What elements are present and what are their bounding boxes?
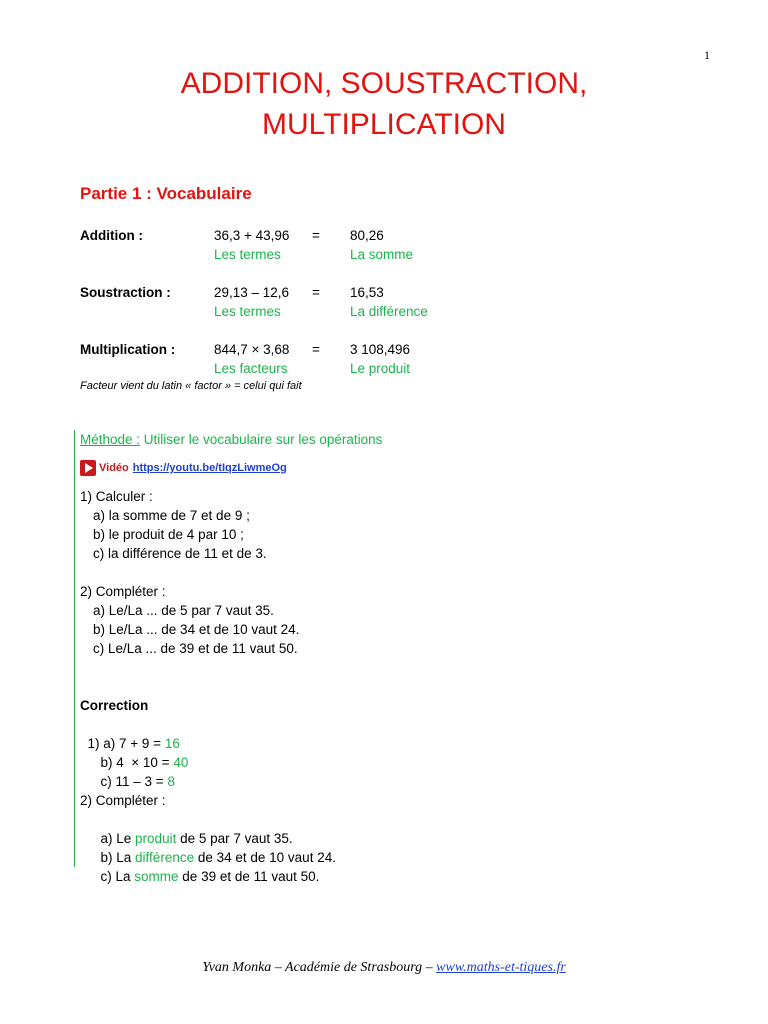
correction-text: c) 11 – 3 = [100,774,168,789]
correction-text: c) La [100,869,135,884]
method-text: Utiliser le vocabulaire sur les opérations [140,432,383,447]
correction-text: de 5 par 7 vaut 35. [176,831,293,846]
vocab-label: Addition : [80,228,143,243]
footer [0,960,768,976]
page-title-line-2: MULTIPLICATION [262,108,506,141]
vocab-expression: 29,13 – 12,6 [214,285,290,300]
vocab-expression: 844,7 × 3,68 [214,342,290,357]
correction-text: de 39 et de 11 vaut 50. [178,869,320,884]
correction-text: b) La [100,850,136,865]
correction-answer: 8 [167,774,175,789]
video-label: Vidéo [99,462,129,474]
exercise-1-heading: 1) Calculer : [80,489,153,504]
exercise-2-heading: 2) Compléter : [80,584,166,599]
method-label: Méthode : [80,432,141,447]
play-icon[interactable] [80,460,96,476]
vocab-result: 16,53 [350,285,384,300]
correction-answer: différence [135,850,195,865]
vocab-operands-name: Les termes [214,304,281,319]
exercise-1-item-b: b) le produit de 4 par 10 ; [93,527,244,542]
section-title: Partie 1 : Vocabulaire [80,184,252,203]
vocab-row-subtraction [80,285,640,325]
exercise-2-item-a: a) Le/La ... de 5 par 7 vaut 35. [93,603,274,618]
video-line [80,460,287,480]
correction-answer: 16 [164,736,180,751]
vocab-row-addition [80,228,640,268]
vocab-operands-name: Les termes [214,247,281,262]
vocab-expression: 36,3 + 43,96 [214,228,290,243]
vocab-result-name: La différence [350,304,428,319]
correction-2-c [93,848,319,886]
vocab-label: Multiplication : [80,342,176,357]
correction-text: 1) a) 7 + 9 = [87,736,165,751]
page-number: 1 [704,48,710,62]
vocab-result-name: La somme [350,247,414,262]
footer-text: Yvan Monka – Académie de Strasbourg – [202,960,437,975]
correction-answer: 40 [173,755,189,770]
correction-1-c [93,753,175,791]
exercise-2-item-c: c) Le/La ... de 39 et de 11 vaut 50. [93,641,298,656]
correction-text: a) Le [100,831,136,846]
method-title [80,432,382,447]
vocab-equals: = [312,342,320,357]
vocab-equals: = [312,228,320,243]
correction-text: de 34 et de 10 vaut 24. [194,850,336,865]
vocab-label: Soustraction : [80,285,171,300]
exercise-2-item-b: b) Le/La ... de 34 et de 10 vaut 24. [93,622,300,637]
correction-2-heading: 2) Compléter : [80,793,166,808]
video-link[interactable]: https://youtu.be/tIqzLiwmeOg [132,462,287,474]
vocab-result: 3 108,496 [350,342,411,357]
page-title-line-1: ADDITION, SOUSTRACTION, [180,67,588,100]
vocab-row-multiplication [80,342,640,382]
vocab-equals: = [312,285,320,300]
vocab-result-name: Le produit [350,361,411,376]
method-side-bar [74,430,75,867]
footer-link[interactable]: www.maths-et-tiques.fr [436,960,566,975]
exercise-1-item-c: c) la différence de 11 et de 3. [93,546,267,561]
correction-answer: produit [135,831,177,846]
etymology-note: Facteur vient du latin « factor » = celui qui fait [80,380,302,392]
vocab-operands-name: Les facteurs [214,361,288,376]
exercise-1-item-a: a) la somme de 7 et de 9 ; [93,508,250,523]
vocab-result: 80,26 [350,228,384,243]
correction-answer: somme [134,869,179,884]
correction-text: b) 4 × 10 = [100,755,174,770]
correction-heading: Correction [80,698,149,713]
